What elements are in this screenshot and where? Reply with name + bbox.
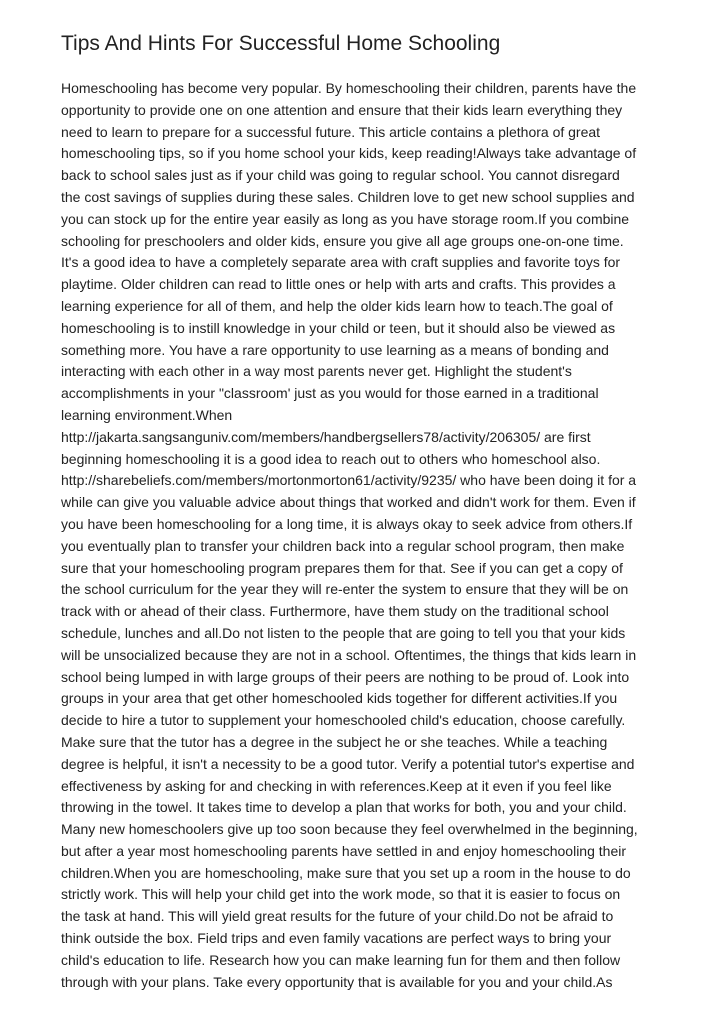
body-line: schedule, lunches and all.Do not listen to the people that are going to tell you that your kids [61, 624, 626, 641]
url-line: http://sharebeliefs.com/members/mortonmorton61/activity/9235/ who have been doing it for a [61, 472, 637, 489]
body-line: learning experience for all of them, and help the older kids learn how to teach.The goal of [61, 297, 613, 314]
body-line: track with or ahead of their class. Furthermore, have them study on the traditional school [61, 603, 609, 620]
body-line: beginning homeschooling it is a good idea to reach out to others who homeschool also. [61, 450, 601, 467]
body-line: It's a good idea to have a completely separate area with craft supplies and favorite toys for [61, 254, 621, 271]
body-line: will be unsocialized because they are not in a school. Oftentimes, the things that kids learn in [61, 646, 637, 663]
body-line: schooling for preschoolers and older kids, ensure you give all age groups one-on-one time. [61, 232, 624, 249]
body-line: through with your plans. Take every opportunity that is available for you and your child.As [61, 973, 613, 990]
body-line: Many new homeschoolers give up too soon because they feel overwhelmed in the beginning, [61, 821, 638, 838]
document-title: Tips And Hints For Successful Home Schooling [61, 32, 501, 55]
body-line: homeschooling tips, so if you home school your kids, keep reading!Always take advantage of [61, 145, 637, 162]
body-line: children.When you are homeschooling, make sure that you set up a room in the house to do [61, 864, 631, 881]
body-line: strictly work. This will help your child get into the work mode, so that it is easier to focus on [61, 886, 621, 903]
body-line: degree is helpful, it isn't a necessity to be a good tutor. Verify a potential tutor's expertise and [61, 755, 635, 772]
body-line: think outside the box. Field trips and even family vacations are perfect ways to bring your [61, 930, 612, 947]
body-line: throwing in the towel. It takes time to develop a plan that works for both, you and your child. [61, 799, 627, 816]
body-line: the task at hand. This will yield great results for the future of your child.Do not be afraid to [61, 908, 614, 925]
body-line: the school curriculum for the year they will re-enter the system to ensure that they will be on [61, 581, 629, 598]
body-line: Homeschooling has become very popular. By homeschooling their children, parents have the [61, 80, 637, 96]
body-line: while can give you valuable advice about things that worked and didn't work for them. Even if [61, 494, 636, 511]
body-line: learning environment.When [61, 406, 233, 423]
body-line: child's education to life. Research how you can make learning fun for them and then follow [61, 951, 621, 968]
body-line: homeschooling is to instill knowledge in your child or teen, but it should also be viewed as [61, 319, 616, 336]
body-line: sure that your homeschooling program prepares them for that. See if you can get a copy of [61, 559, 623, 576]
body-line: interacting with each other in a way most parents never get. Highlight the student's [61, 363, 572, 380]
body-line: need to learn to prepare for a successful future. This article contains a plethora of great [61, 123, 601, 140]
body-line: you have been homeschooling for a long time, it is always okay to seek advice from others.If [61, 515, 633, 532]
body-line: you eventually plan to transfer your children back into a regular school program, then make [61, 537, 625, 554]
body-line: Make sure that the tutor has a degree in the subject he or she teaches. While a teaching [61, 733, 608, 750]
url-line: http://jakarta.sangsanguniv.com/members/handbergsellers78/activity/206305/ are first [61, 428, 591, 445]
body-line: something more. You have a rare opportunity to use learning as a means of bonding and [61, 341, 609, 358]
body-line: accomplishments in your "classroom' just as you would for those earned in a traditional [61, 385, 599, 402]
body-line: but after a year most homeschooling parents have settled in and enjoy homeschooling their [61, 842, 627, 859]
body-line: back to school sales just as if your child was going to regular school. You cannot disregard [61, 167, 620, 184]
document-body [61, 78, 661, 993]
body-line: groups in your area that get other homeschooled kids together for different activities.If you [61, 690, 618, 707]
body-line: you can stock up for the entire year easily as long as you have storage room.If you combine [61, 210, 630, 227]
body-line: the cost savings of supplies during these sales. Children love to get new school supplies and [61, 188, 635, 205]
body-line: playtime. Older children can read to little ones or help with arts and crafts. This provides a [61, 276, 616, 293]
body-line: decide to hire a tutor to supplement your homeschooled child's education, choose carefully. [61, 712, 626, 729]
body-line: school being lumped in with large groups of their peers are nothing to be proud of. Look into [61, 668, 630, 685]
body-line: opportunity to provide one on one attention and ensure that their kids learn everything they [61, 101, 623, 118]
body-line: effectiveness by asking for and checking in with references.Keep at it even if you feel like [61, 777, 612, 794]
